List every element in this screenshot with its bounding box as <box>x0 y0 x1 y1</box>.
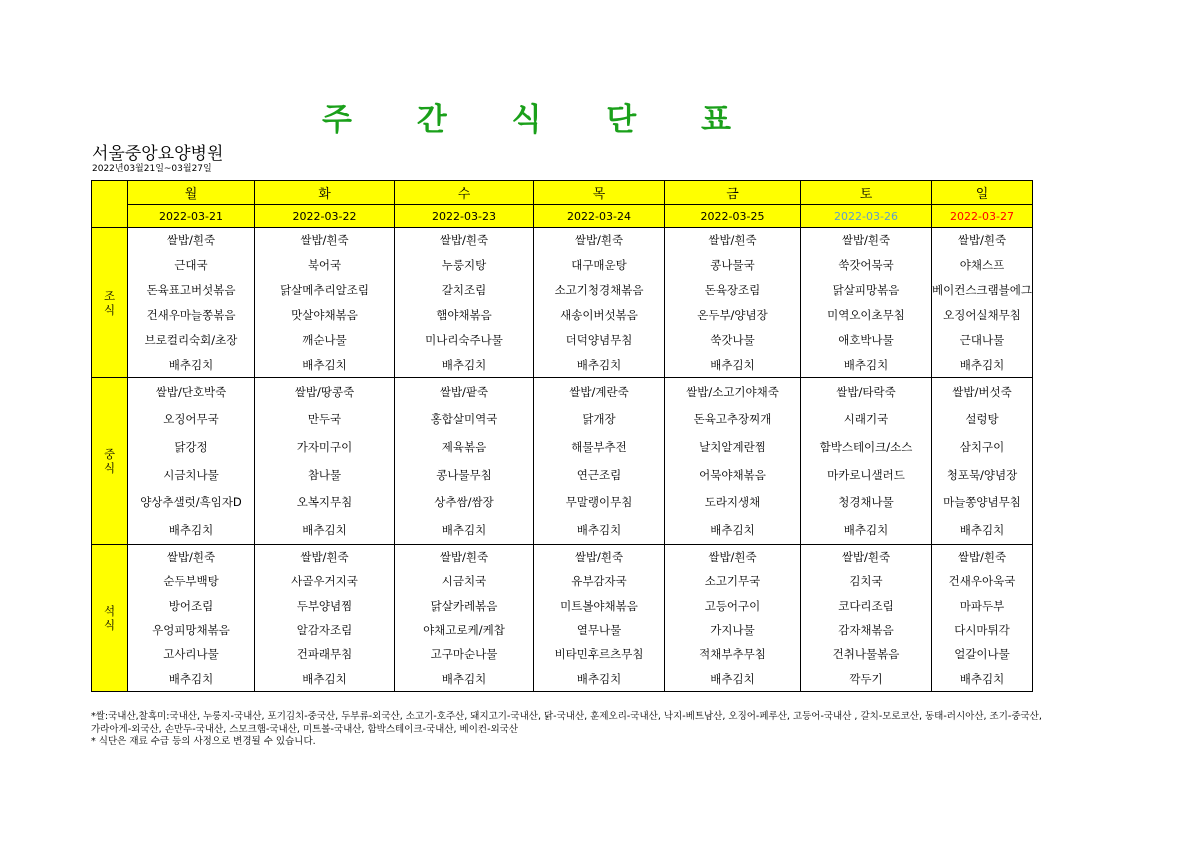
menu-item: 김치국 <box>849 574 883 589</box>
menu-item: 오복지무침 <box>296 495 353 510</box>
menu-cell <box>534 545 665 692</box>
meal-label: 중 식 <box>92 378 128 545</box>
menu-item: 갈치조림 <box>441 283 487 298</box>
menu-cell <box>128 545 255 692</box>
menu-item: 배추김치 <box>710 671 755 686</box>
menu-item: 배추김치 <box>576 523 622 538</box>
menu-item: 배추김치 <box>302 357 347 372</box>
menu-item: 새송이버섯볶음 <box>560 307 638 322</box>
menu-item: 두부양념찜 <box>296 598 353 613</box>
menu-item: 날치알계란찜 <box>699 440 766 455</box>
menu-cell <box>395 228 534 378</box>
menu-item: 콩나물국 <box>710 258 755 273</box>
menu-item: 오징어실채무침 <box>943 307 1021 322</box>
day-date: 2022-03-26 <box>801 205 932 228</box>
menu-item: 맛살야채볶음 <box>291 307 358 322</box>
menu-item: 더덕양념무침 <box>565 332 633 347</box>
menu-item: 함박스테이크/소스 <box>819 440 913 455</box>
menu-item: 감자채볶음 <box>838 623 894 638</box>
meal-label: 조 식 <box>92 228 128 378</box>
menu-cell <box>665 378 801 545</box>
day-label: 일 <box>932 181 1033 205</box>
menu-item: 쌀밥/흰죽 <box>957 233 1007 248</box>
day-label: 금 <box>665 181 801 205</box>
menu-cell <box>128 228 255 378</box>
day-date: 2022-03-23 <box>395 205 534 228</box>
menu-item: 쑥갓나물 <box>710 332 755 347</box>
menu-item: 쌀밥/흰죽 <box>166 550 216 565</box>
menu-item: 건파래무침 <box>296 647 353 662</box>
change-note: * 식단은 재료 수급 등의 사정으로 변경될 수 있습니다. <box>91 736 316 747</box>
menu-item: 해물부추전 <box>571 440 627 455</box>
menu-item: 사골우거지국 <box>291 574 358 589</box>
menu-item: 배추김치 <box>576 357 622 372</box>
menu-item: 코다리조림 <box>838 598 894 613</box>
menu-item: 닭살피망볶음 <box>832 283 900 298</box>
menu-item: 비타민후르츠무침 <box>554 647 644 662</box>
menu-item: 닭개장 <box>582 412 616 427</box>
menu-cell <box>534 378 665 545</box>
menu-item: 제육볶음 <box>441 440 487 455</box>
day-label: 수 <box>395 181 534 205</box>
menu-item: 배추김치 <box>441 671 487 686</box>
menu-cell <box>801 378 932 545</box>
menu-item: 돈육표고버섯볶음 <box>146 283 236 298</box>
menu-item: 쌀밥/단호박죽 <box>155 384 227 399</box>
menu-item: 마늘쫑양념무침 <box>943 495 1021 510</box>
corner-cell <box>92 181 128 228</box>
menu-item: 쌀밥/흰죽 <box>708 550 757 565</box>
date-header-row <box>92 205 1033 228</box>
menu-item: 쌀밥/흰죽 <box>574 550 624 565</box>
day-date: 2022-03-24 <box>534 205 665 228</box>
day-label: 월 <box>128 181 255 205</box>
meal-row <box>92 228 1033 378</box>
menu-item: 우엉피망채볶음 <box>152 623 230 638</box>
menu-item: 시금치국 <box>441 574 487 589</box>
menu-item: 가자미구이 <box>296 440 353 455</box>
meal-row <box>92 378 1033 545</box>
menu-item: 배추김치 <box>441 357 487 372</box>
menu-item: 배추김치 <box>710 523 755 538</box>
menu-cell <box>395 545 534 692</box>
menu-cell <box>665 545 801 692</box>
menu-item: 시금치나물 <box>163 467 219 482</box>
menu-item: 얼갈이나물 <box>954 647 1010 662</box>
day-label: 목 <box>534 181 665 205</box>
menu-item: 건새우아욱국 <box>948 574 1016 589</box>
menu-item: 건새우마늘쫑볶음 <box>146 307 236 322</box>
menu-item: 배추김치 <box>843 357 889 372</box>
menu-cell <box>255 545 395 692</box>
menu-item: 참나물 <box>307 467 342 482</box>
menu-item: 북어국 <box>307 258 342 273</box>
menu-item: 배추김치 <box>441 523 487 538</box>
menu-cell <box>665 228 801 378</box>
menu-item: 삼치구이 <box>959 440 1005 455</box>
meal-label: 석 식 <box>92 545 128 692</box>
menu-item: 만두국 <box>307 412 342 427</box>
menu-item: 미나리숙주나물 <box>425 332 503 347</box>
menu-item: 설렁탕 <box>965 412 999 427</box>
menu-item: 배추김치 <box>168 523 214 538</box>
menu-item: 청포묵/양념장 <box>946 467 1018 482</box>
menu-period: 2022년03월21일~03월27일 <box>92 164 212 174</box>
menu-item: 콩나물무침 <box>436 467 492 482</box>
menu-item: 근대국 <box>174 258 208 273</box>
menu-item: 다시마튀각 <box>954 623 1010 638</box>
menu-item: 깍두기 <box>849 671 883 686</box>
menu-item: 배추김치 <box>710 357 755 372</box>
menu-item: 고사리나물 <box>163 647 219 662</box>
menu-cell <box>932 378 1033 545</box>
origin-note: *쌀:국내산,찰흑미:국내산, 누룽지-국내산, 포기김치-중국산, 두부류-외국산, 소고기-호주산, 돼지고기-국내산, 닭-국내산, 훈제오리-국내산, 낙지-베트남산, 오징어-페루산, 고등어-국내산 , 갈치-모로코산, 동태-러시아산, 조기-중국산, 가라아게-외국산, 손만두-국내산, 스모크햄-국내산, 미트볼-국내산, 함박스테이크-국내산, 베이컨-외국산 <box>91 711 1042 735</box>
menu-item: 야채고로케/케찹 <box>423 623 505 638</box>
menu-item: 배추김치 <box>959 523 1005 538</box>
menu-item: 무말랭이무침 <box>565 495 633 510</box>
menu-item: 온두부/양념장 <box>697 307 768 322</box>
menu-item: 건취나물볶음 <box>832 647 900 662</box>
page-title: 주 간 식 단 표 <box>322 102 758 138</box>
menu-item: 깨순나물 <box>302 332 347 347</box>
hospital-name: 서울중앙요양병원 <box>92 144 224 164</box>
weekly-menu-table <box>91 180 1033 692</box>
menu-cell <box>801 545 932 692</box>
menu-item: 쌀밥/흰죽 <box>841 550 891 565</box>
menu-item: 배추김치 <box>168 357 214 372</box>
menu-item: 방어조림 <box>168 598 214 613</box>
menu-item: 쌀밥/흰죽 <box>300 233 349 248</box>
menu-item: 도라지생채 <box>704 495 761 510</box>
menu-item: 시래기국 <box>843 412 889 427</box>
menu-item: 쌀밥/흰죽 <box>300 550 349 565</box>
menu-item: 근대나물 <box>959 332 1005 347</box>
menu-item: 돈육고추장찌개 <box>693 412 772 427</box>
menu-item: 배추김치 <box>959 357 1005 372</box>
menu-item: 양상추샐럿/흑임자D <box>140 495 242 510</box>
menu-item: 애호박나물 <box>838 332 894 347</box>
menu-item: 쌀밥/흰죽 <box>439 550 489 565</box>
menu-item: 쌀밥/소고기야채죽 <box>686 384 779 399</box>
menu-cell <box>128 378 255 545</box>
menu-item: 쌀밥/흰죽 <box>574 233 624 248</box>
day-date: 2022-03-27 <box>932 205 1033 228</box>
menu-item: 열무나물 <box>576 623 622 638</box>
menu-item: 쌀밥/흰죽 <box>708 233 757 248</box>
menu-item: 고등어구이 <box>704 598 761 613</box>
menu-item: 상추쌈/쌈장 <box>434 495 494 510</box>
menu-cell <box>255 378 395 545</box>
menu-item: 미역오이초무침 <box>827 307 905 322</box>
menu-item: 오징어무국 <box>163 412 219 427</box>
menu-item: 쌀밥/계란죽 <box>569 384 629 399</box>
menu-item: 배추김치 <box>168 671 214 686</box>
menu-item: 소고기청경채볶음 <box>554 283 644 298</box>
day-header-row <box>92 181 1033 205</box>
menu-cell <box>932 228 1033 378</box>
day-date: 2022-03-21 <box>128 205 255 228</box>
menu-cell <box>534 228 665 378</box>
menu-item: 대구매운탕 <box>571 258 627 273</box>
menu-item: 베이컨스크램블에그 <box>932 283 1032 298</box>
menu-item: 햄야채볶음 <box>436 307 492 322</box>
menu-item: 마파두부 <box>959 598 1005 613</box>
menu-item: 누룽지탕 <box>441 258 487 273</box>
menu-item: 홍합살미역국 <box>430 412 498 427</box>
menu-cell <box>932 545 1033 692</box>
menu-cell <box>255 228 395 378</box>
menu-item: 쌀밥/땅콩죽 <box>294 384 355 399</box>
menu-item: 적채부추무침 <box>699 647 766 662</box>
menu-item: 알감자조림 <box>296 623 353 638</box>
day-date: 2022-03-22 <box>255 205 395 228</box>
menu-item: 가지나물 <box>710 623 755 638</box>
menu-item: 배추김치 <box>959 671 1005 686</box>
menu-item: 배추김치 <box>302 523 347 538</box>
day-label: 화 <box>255 181 395 205</box>
menu-item: 브로컬리숙회/초장 <box>144 332 238 347</box>
day-label: 토 <box>801 181 932 205</box>
menu-item: 쌀밥/버섯죽 <box>952 384 1012 399</box>
menu-item: 미트볼야채볶음 <box>560 598 638 613</box>
menu-item: 소고기무국 <box>704 574 761 589</box>
menu-item: 닭강정 <box>174 440 208 455</box>
menu-item: 청경채나물 <box>838 495 894 510</box>
menu-item: 쑥갓어묵국 <box>838 258 894 273</box>
menu-item: 쌀밥/흰죽 <box>166 233 216 248</box>
menu-cell <box>395 378 534 545</box>
menu-item: 닭살카레볶음 <box>430 598 498 613</box>
menu-item: 쌀밥/팥죽 <box>439 384 489 399</box>
menu-cell <box>801 228 932 378</box>
menu-item: 연근조림 <box>576 467 622 482</box>
day-date: 2022-03-25 <box>665 205 801 228</box>
menu-item: 야채스프 <box>959 258 1005 273</box>
menu-item: 쌀밥/흰죽 <box>439 233 489 248</box>
menu-item: 마카로니샐러드 <box>827 467 905 482</box>
meal-row <box>92 545 1033 692</box>
menu-item: 배추김치 <box>843 523 889 538</box>
menu-item: 돈육장조림 <box>704 283 761 298</box>
menu-item: 고구마순나물 <box>430 647 498 662</box>
menu-item: 쌀밥/흰죽 <box>957 550 1007 565</box>
menu-item: 쌀밥/타락죽 <box>836 384 896 399</box>
menu-item: 닭살메추리알조림 <box>280 283 369 298</box>
menu-item: 쌀밥/흰죽 <box>841 233 891 248</box>
menu-item: 유부감자국 <box>571 574 627 589</box>
footnotes <box>91 711 1051 749</box>
menu-item: 배추김치 <box>302 671 347 686</box>
menu-item: 순두부백탕 <box>163 574 219 589</box>
menu-item: 배추김치 <box>576 671 622 686</box>
menu-item: 어묵야채볶음 <box>699 467 766 482</box>
